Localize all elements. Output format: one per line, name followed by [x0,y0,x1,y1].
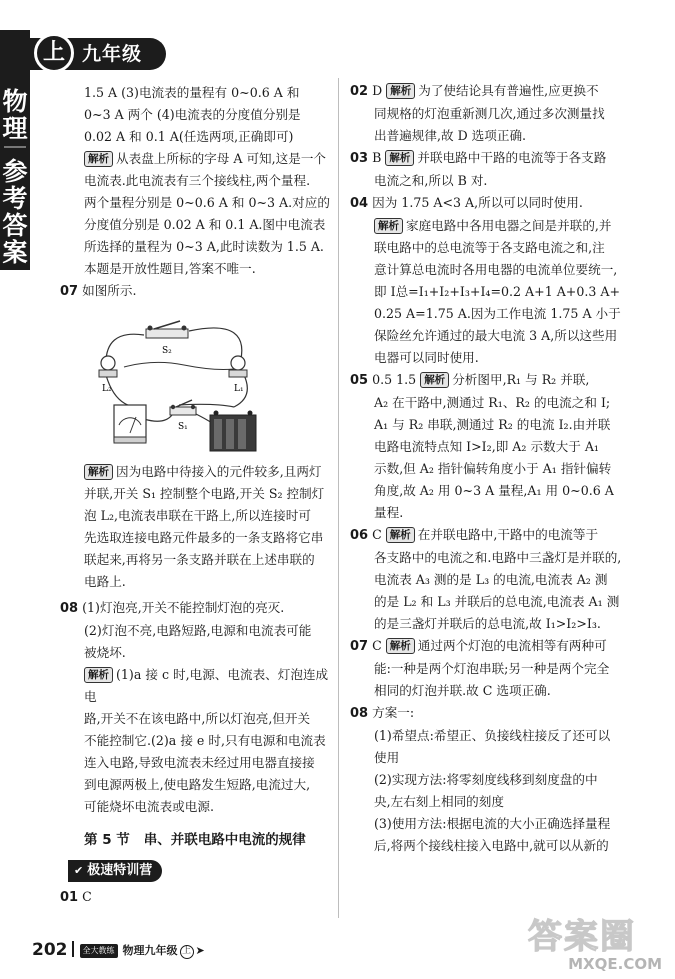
footer-grade-badge: 上 [180,945,194,959]
question-number: 02 [350,84,369,99]
analysis-line: 电流表.此电流表有三个接线柱,两个量程. [84,173,311,188]
question-number: 03 [350,151,369,166]
analysis-tag: 解析 [374,218,403,234]
answer-line: 后,将两个接线柱接入电路中,就可以从新的 [374,838,609,853]
analysis-line: 的是 L₂ 和 L₃ 并联后的总电流,电流表 A₁ 测 [374,594,620,609]
analysis-line: 到电源两极上,使电路发生短路,电流过大, [84,777,311,792]
analysis-tag: 解析 [386,527,415,543]
analysis-line: 示数,但 A₂ 指针偏转角度小于 A₁ 指针偏转 [374,461,612,476]
grade-badge: 上 [34,33,74,73]
analysis-line: 0.25 A=1.75 A.因为工作电流 1.75 A 小于 [374,306,621,321]
analysis-line: 并联,开关 S₁ 控制整个电路,开关 S₂ 控制灯 [84,486,325,501]
ammeter [114,405,146,443]
analysis-line: 为了使结论具有普遍性,应更换不 [418,83,599,98]
answer-text: B [372,150,382,165]
question-08 [60,597,330,818]
analysis-tag: 解析 [386,638,415,654]
analysis-line: 意计算总电流时各用电器的电流单位要统一, [374,262,618,277]
grade-label: 九年级 [82,43,143,65]
analysis-line: 先选取连接电路元件最多的一条支路将它串 [84,530,324,545]
switch-s1 [170,400,196,415]
analysis-tag: 解析 [84,667,113,683]
question-number: 07 [60,284,79,299]
question-07 [60,280,330,593]
question-04 [350,192,650,369]
footer-bar [72,941,74,957]
switch-s2 [146,321,188,338]
question-02 [350,80,650,147]
continued-analysis [60,148,330,280]
answer-text: 如图所示. [82,283,137,298]
answer-line: 被烧坏. [84,645,126,660]
analysis-line: 因为电路中待接入的元件较多,且两灯 [116,464,322,479]
wire [194,413,212,423]
lamp-l2 [99,356,117,377]
question-03 [350,147,650,192]
answer-line: 0.02 A 和 0.1 A(任选两项,正确即可) [84,129,294,144]
analysis-line: 电路上. [84,574,126,589]
section-title: 串、并联电路中电流的规律 [143,832,306,848]
training-banner: ✔ 极速特训营 [68,860,162,882]
analysis-tag: 解析 [385,150,414,166]
question-05 [350,369,650,524]
wire [124,362,234,369]
lamp-l1 [229,356,247,377]
analysis-line: 可能烧坏电流表或电源. [84,799,214,814]
page-number: 202 [32,940,68,960]
analysis-tag: 解析 [420,372,449,388]
analysis-line: 的是三盏灯并联后的总电流,故 I₁>I₂>I₃. [374,616,601,631]
answer-text: 因为 1.75 A<3 A,所以可以同时使用. [372,195,583,210]
label-l1: L₁ [234,384,244,394]
question-number: 06 [350,528,369,543]
sidebar-divider [4,146,26,148]
section-number: 第 5 节 [84,832,130,848]
analysis-line: 同规格的灯泡重新测几次,通过多次测量找 [374,106,605,121]
analysis-line: A₂ 在干路中,测通过 R₁、R₂ 的电流之和 I; [374,395,611,410]
watermark-url: MXQE.COM [568,955,662,973]
label-l2: L₂ [102,384,112,394]
question-01 [60,886,330,909]
answer-line: 央,左右刻上相同的刻度 [374,794,504,809]
analysis-line: 连入电路,导致电流表未经过用电器直接接 [84,755,315,770]
analysis-line: 电流之和,所以 B 对. [374,173,488,188]
analysis-line: 联起来,再将另一条支路并联在上述串联的 [84,552,315,567]
analysis-line: 家庭电路中各用电器之间是并联的,并 [406,218,612,233]
answer-line: (1)希望点:希望正、负接线柱接反了还可以 [374,728,611,743]
analysis-line: 电路电流特点知 I>I₂,即 A₂ 示数大于 A₁ [374,439,599,454]
analysis-line: 联电路中的总电流等于各支路电流之和,注 [374,240,605,255]
right-column [350,80,650,857]
question-07 [350,635,650,702]
analysis-line: 能:一种是两个灯泡串联;另一种是两个完全 [374,661,610,676]
question-number: 08 [60,601,79,616]
series-badge: 全大教练 [80,944,118,958]
analysis-line: 泡 L₂,电流表串联在干路上,所以连接时可 [84,508,311,523]
analysis-line: 从表盘上所标的字母 A 可知,这是一个 [116,151,327,166]
analysis-line: 保险丝允许通过的最大电流 3 A,所以这些用 [374,328,618,343]
analysis-line: 通过两个灯泡的电流相等有两种可 [417,638,607,653]
answer-text: D [372,83,383,98]
circuit-diagram [84,307,284,455]
footer-subject: 物理九年级 [122,944,178,957]
analysis-line: 在并联电路中,干路中的电流等于 [417,527,599,542]
analysis-line: 各支路中的电流之和.电路中三盏灯是并联的, [374,550,622,565]
analysis-line: 两个量程分别是 0~0.6 A 和 0~3 A.对应的 [84,195,330,210]
analysis-tag: 解析 [84,464,113,480]
continued-answer [60,82,330,148]
subject-label: 物理 [2,87,28,143]
analysis-line: 出普遍规律,故 D 选项正确. [374,128,527,143]
answer-line: (2)实现方法:将零刻度线移到刻度盘的中 [374,772,598,787]
analysis-line: 分度值分别是 0.02 A 和 0.1 A.图中电流表 [84,217,326,232]
analysis-tag: 解析 [386,83,415,99]
question-number: 01 [60,890,79,905]
answer-text: 0.5 1.5 [372,372,417,387]
analysis-line: 相同的灯泡并联.故 C 选项正确. [374,683,551,698]
question-number: 08 [350,706,369,721]
section-heading [84,826,330,854]
analysis-line: 角度,故 A₂ 用 0~3 A 量程,A₁ 用 0~0.6 A [374,483,614,498]
wire [144,415,172,421]
question-number: 05 [350,373,369,388]
analysis-line: 不能控制它.(2)a 接 e 时,只有电源和电流表 [84,733,326,748]
left-column [60,82,330,909]
question-number: 07 [350,639,369,654]
analysis-line: 分析图甲,R₁ 与 R₂ 并联, [452,372,590,387]
answers-label: 参考答案 [2,157,28,267]
answer-line: (2)灯泡不亮,电路短路,电源和电流表可能 [84,623,312,638]
label-s1: S₁ [178,422,188,432]
arrow-icon: ➤ [195,944,205,957]
analysis-line: 并联电路中干路的电流等于各支路 [417,150,607,165]
analysis-line: 本题是开放性题目,答案不唯一. [84,261,256,276]
answer-line: 使用 [374,750,400,765]
answer-text: C [82,889,92,904]
analysis-line: 所选择的量程为 0~3 A,此时读数为 1.5 A. [84,239,324,254]
analysis-line: 路,开关不在该电路中,所以灯泡亮,但开关 [84,711,311,726]
label-s2: S₂ [162,346,172,356]
question-08 [350,702,650,857]
circuit-figure [84,307,330,455]
watermark [528,918,668,972]
answer-text: C [372,638,382,653]
answer-line: (3)使用方法:根据电流的大小正确选择量程 [374,816,611,831]
column-divider [338,78,339,918]
analysis-line: 即 I总=I₁+I₂+I₃+I₄=0.2 A+1 A+0.3 A+ [374,284,621,299]
analysis-line: 电流表 A₃ 测的是 L₃ 的电流,电流表 A₂ 测 [374,572,608,587]
analysis-line: 电器可以同时使用. [374,350,479,365]
analysis-tag: 解析 [84,151,113,167]
battery [210,411,256,452]
analysis-line: A₁ 与 R₂ 串联,测通过 R₂ 的电流 I₂.由并联 [374,417,611,432]
page-footer [32,940,205,961]
question-06 [350,524,650,635]
answer-line: 0~3 A 两个 (4)电流表的分度值分别是 [84,107,301,122]
answer-text: 方案一: [372,705,415,720]
analysis-line: (1)a 接 c 时,电源、电流表、灯泡连成电 [84,667,329,704]
answer-text: C [372,527,382,542]
answer-line: 1.5 A (3)电流表的量程有 0~0.6 A 和 [84,85,300,100]
analysis-line: 量程. [374,505,404,520]
watermark-logo: 答案圈 [528,917,636,957]
answer-line: (1)灯泡亮,开关不能控制灯泡的亮灭. [82,600,285,615]
question-number: 04 [350,196,369,211]
